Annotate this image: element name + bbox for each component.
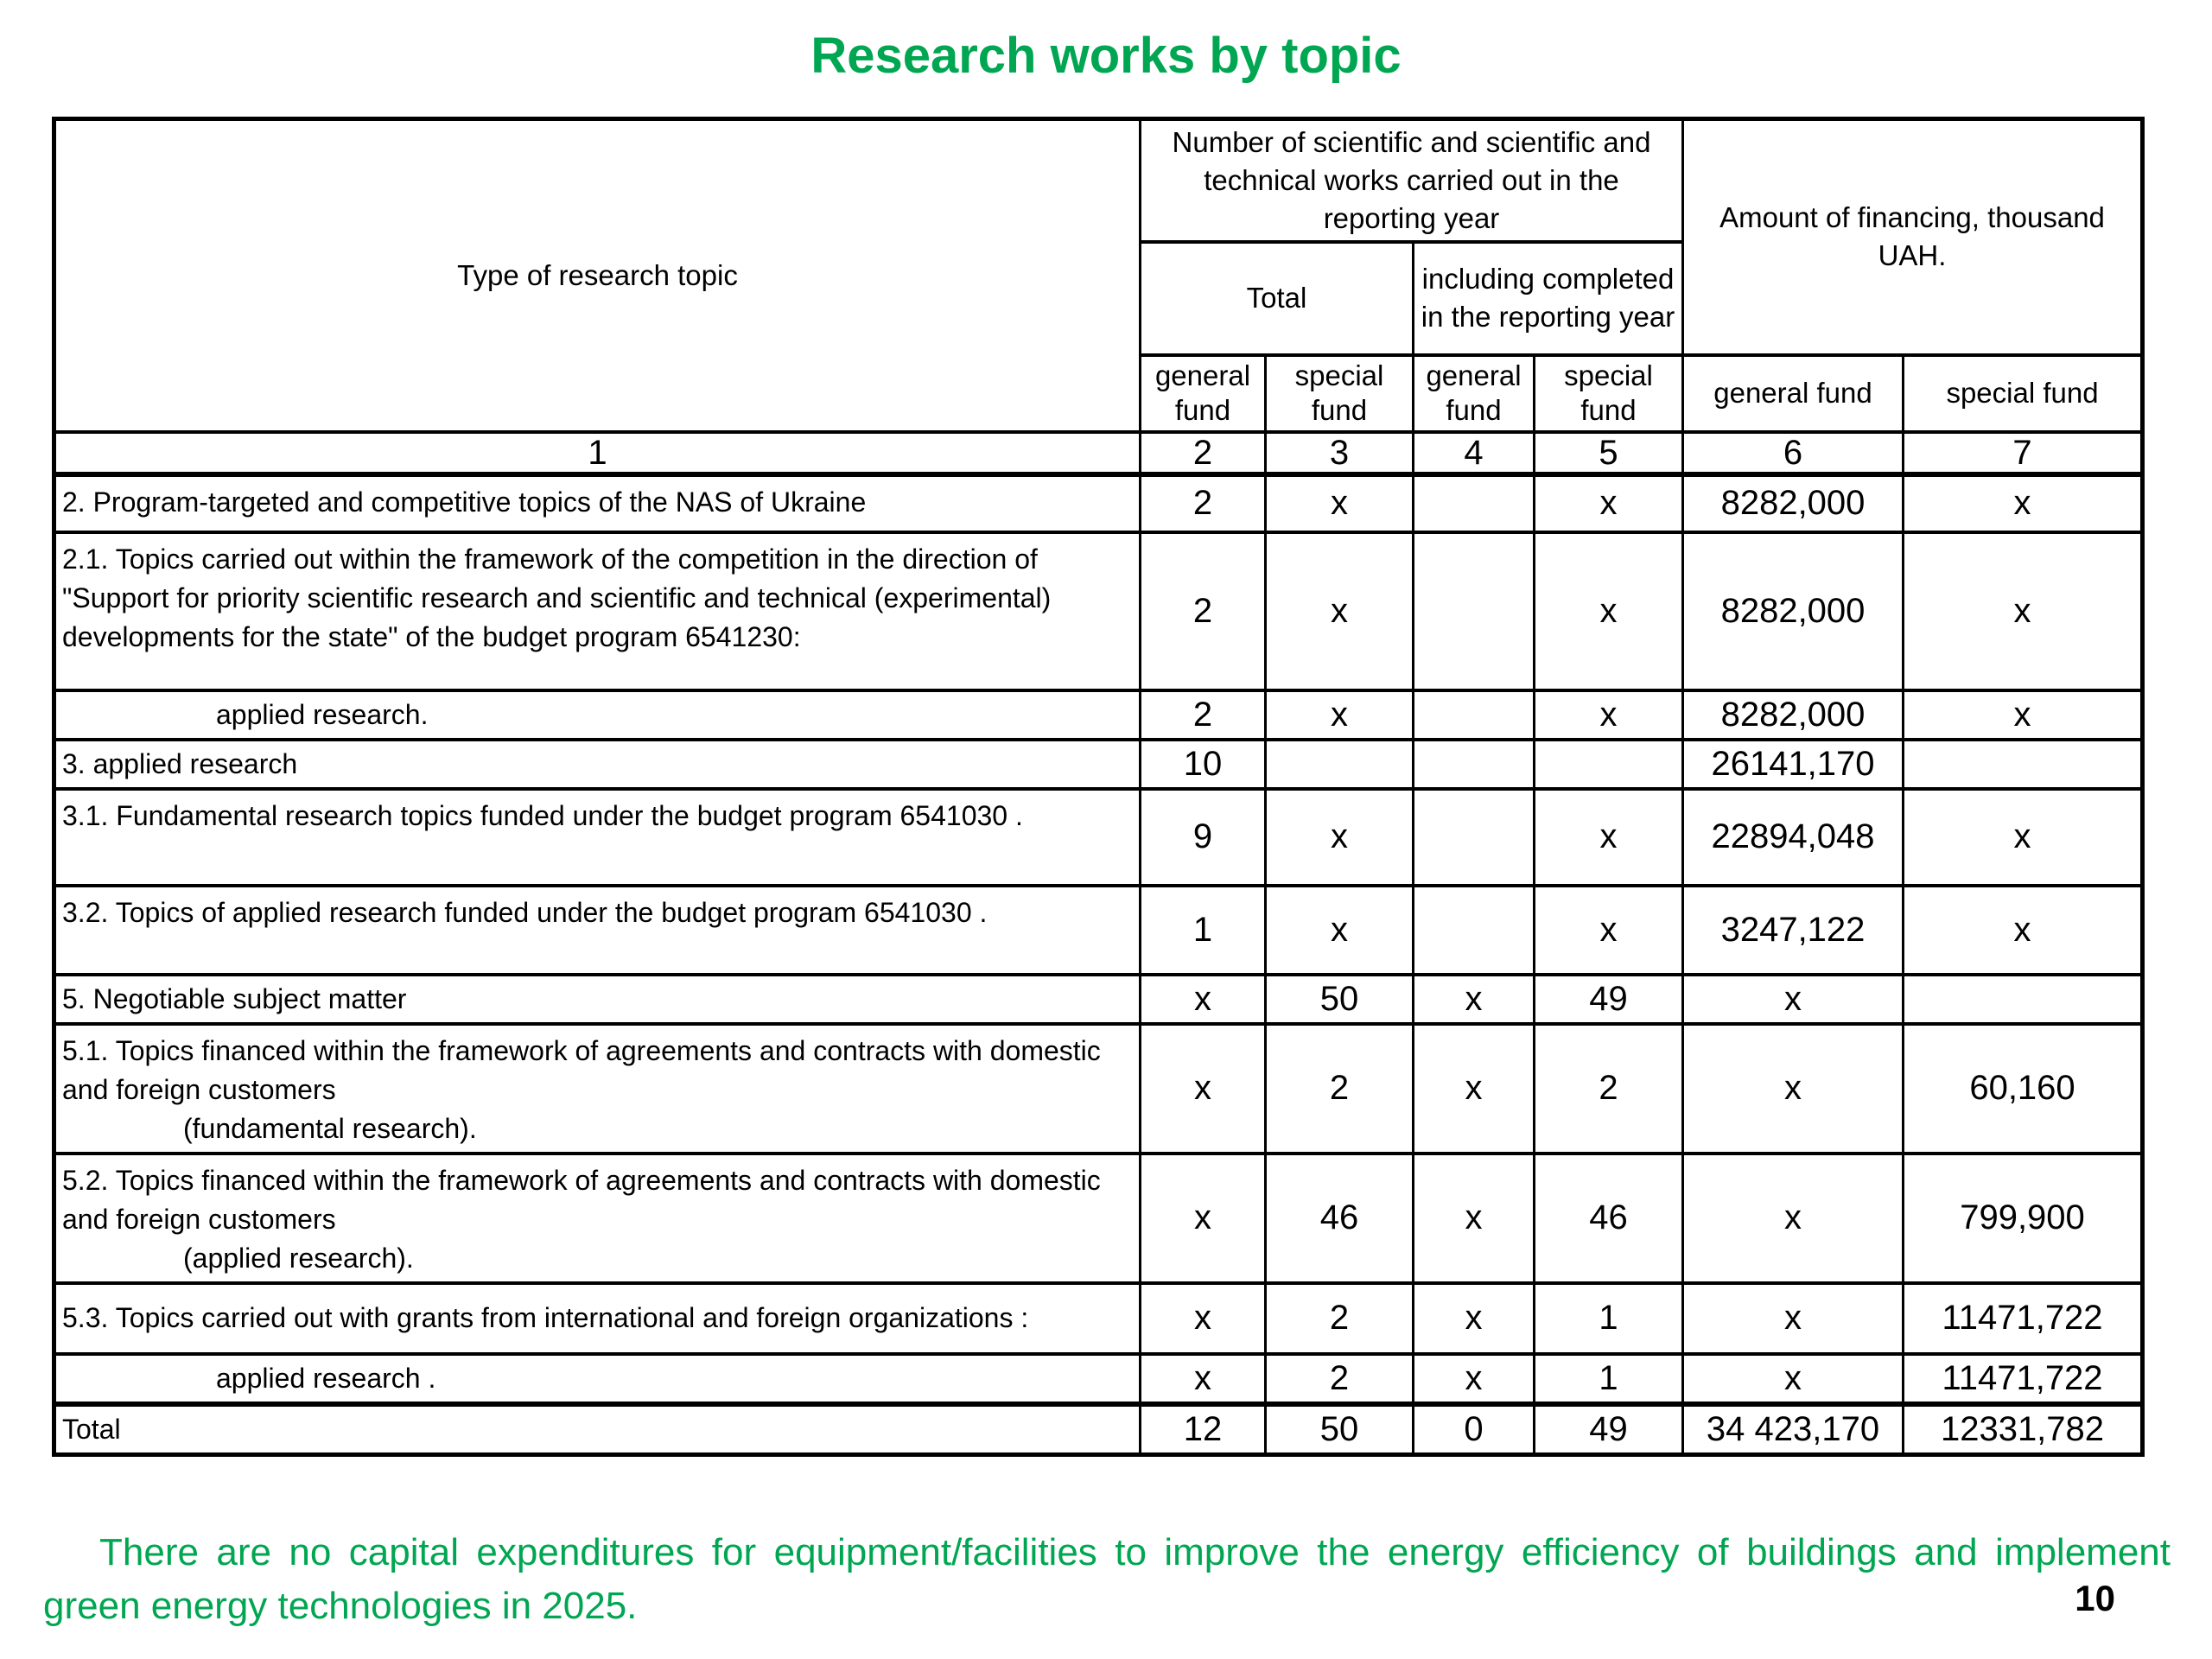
column-number: 6 (1683, 432, 1904, 474)
cell-total-special: x (1266, 474, 1414, 532)
cell-completed-special: x (1535, 532, 1683, 690)
cell-completed-special: 49 (1535, 975, 1683, 1024)
cell-financing-general: 26141,170 (1683, 740, 1904, 789)
cell-financing-special: x (1904, 532, 2143, 690)
cell-total-special: 50 (1266, 1404, 1414, 1455)
cell-total-special: 46 (1266, 1154, 1414, 1283)
table-row-2 (54, 474, 2143, 532)
cell-completed-general (1414, 886, 1535, 975)
table-row-applied-research-1 (54, 690, 2143, 740)
cell-financing-general: 3247,122 (1683, 886, 1904, 975)
row-label: 5.3. Topics carried out with grants from international and foreign organizations : (54, 1283, 1141, 1354)
table-row-5-1 (54, 1024, 2143, 1154)
header-financing-special-fund: special fund (1904, 355, 2143, 432)
cell-financing-general: x (1683, 975, 1904, 1024)
cell-financing-general: 22894,048 (1683, 789, 1904, 886)
cell-financing-general: 8282,000 (1683, 690, 1904, 740)
header-works-count-group: Number of scientific and scientific and technical works carried out in the reporting year (1141, 119, 1683, 242)
cell-completed-special: 2 (1535, 1024, 1683, 1154)
cell-completed-special: x (1535, 474, 1683, 532)
cell-financing-general: x (1683, 1283, 1904, 1354)
cell-total-special: 2 (1266, 1024, 1414, 1154)
cell-completed-special: 46 (1535, 1154, 1683, 1283)
cell-financing-special: 12331,782 (1904, 1404, 2143, 1455)
cell-completed-general: 0 (1414, 1404, 1535, 1455)
cell-completed-general (1414, 474, 1535, 532)
header-including-completed: including completed in the reporting year (1414, 242, 1683, 355)
header-financing-group: Amount of financing, thousand UAH. (1683, 119, 2143, 355)
row-label-subtext: (fundamental research). (183, 1112, 477, 1144)
cell-completed-general: x (1414, 975, 1535, 1024)
column-number: 3 (1266, 432, 1414, 474)
cell-completed-general (1414, 740, 1535, 789)
row-label: Total (54, 1404, 1141, 1455)
cell-total-special: x (1266, 690, 1414, 740)
row-label (54, 1024, 1141, 1154)
cell-financing-special (1904, 975, 2143, 1024)
column-number: 7 (1904, 432, 2143, 474)
cell-financing-special: 11471,722 (1904, 1283, 2143, 1354)
header-total: Total (1141, 242, 1414, 355)
header-financing-general-fund: general fund (1683, 355, 1904, 432)
column-number-row (54, 432, 2143, 474)
cell-financing-general: 8282,000 (1683, 532, 1904, 690)
cell-financing-special (1904, 740, 2143, 789)
header-completed-special-fund: special fund (1535, 355, 1683, 432)
cell-financing-general: 34 423,170 (1683, 1404, 1904, 1455)
cell-completed-general: x (1414, 1024, 1535, 1154)
cell-financing-special: x (1904, 789, 2143, 886)
cell-financing-special: x (1904, 886, 2143, 975)
cell-financing-special: x (1904, 690, 2143, 740)
table-row-5-3 (54, 1283, 2143, 1354)
header-completed-general-fund: general fund (1414, 355, 1535, 432)
cell-total-general: x (1141, 1024, 1266, 1154)
cell-completed-general (1414, 690, 1535, 740)
row-label: 3.1. Fundamental research topics funded under the budget program 6541030 . (54, 789, 1141, 886)
cell-total-special: x (1266, 886, 1414, 975)
cell-completed-special: x (1535, 886, 1683, 975)
cell-total-special (1266, 740, 1414, 789)
cell-financing-special: 799,900 (1904, 1154, 2143, 1283)
table-row-3 (54, 740, 2143, 789)
cell-completed-special: x (1535, 789, 1683, 886)
cell-total-general: x (1141, 1283, 1266, 1354)
row-label: 2.1. Topics carried out within the framework of the competition in the direction of "Support for priority scientific research and scientific and technical (experimental) developments for the state" of the budget program 6541230: (54, 532, 1141, 690)
cell-financing-general: x (1683, 1154, 1904, 1283)
cell-completed-general (1414, 532, 1535, 690)
row-label: 5. Negotiable subject matter (54, 975, 1141, 1024)
cell-total-special: 2 (1266, 1283, 1414, 1354)
cell-total-general: x (1141, 1354, 1266, 1404)
cell-total-general: x (1141, 1154, 1266, 1283)
page-number: 10 (2075, 1578, 2115, 1618)
column-number: 2 (1141, 432, 1266, 474)
cell-completed-special: x (1535, 690, 1683, 740)
cell-financing-special: 60,160 (1904, 1024, 2143, 1154)
header-type-of-research-topic: Type of research topic (54, 119, 1141, 432)
page-title: Research works by topic (810, 28, 1402, 84)
research-works-table (52, 117, 2145, 1457)
column-number: 4 (1414, 432, 1535, 474)
column-number: 5 (1535, 432, 1683, 474)
cell-total-general: x (1141, 975, 1266, 1024)
cell-total-general: 12 (1141, 1404, 1266, 1455)
cell-total-special: 50 (1266, 975, 1414, 1024)
cell-completed-special (1535, 740, 1683, 789)
row-label-text: 5.1. Topics financed within the framework of agreements and contracts with domestic and foreign customers (62, 1034, 1101, 1105)
cell-total-special: x (1266, 789, 1414, 886)
header-total-special-fund: special fund (1266, 355, 1414, 432)
column-number: 1 (54, 432, 1141, 474)
header-row-groups (54, 119, 2143, 242)
row-label: applied research . (54, 1354, 1141, 1404)
table-row-total (54, 1404, 2143, 1455)
cell-completed-special: 1 (1535, 1354, 1683, 1404)
row-label-subtext: (applied research). (183, 1242, 414, 1274)
table-row-5 (54, 975, 2143, 1024)
cell-completed-special: 49 (1535, 1404, 1683, 1455)
cell-total-special: 2 (1266, 1354, 1414, 1404)
cell-financing-special: 11471,722 (1904, 1354, 2143, 1404)
cell-completed-general (1414, 789, 1535, 886)
cell-financing-general: 8282,000 (1683, 474, 1904, 532)
table-row-3-2 (54, 886, 2143, 975)
row-label (54, 1154, 1141, 1283)
cell-total-general: 2 (1141, 690, 1266, 740)
table-row-applied-research-2 (54, 1354, 2143, 1404)
cell-total-general: 2 (1141, 532, 1266, 690)
cell-completed-general: x (1414, 1283, 1535, 1354)
row-label: 3. applied research (54, 740, 1141, 789)
cell-total-general: 9 (1141, 789, 1266, 886)
cell-completed-general: x (1414, 1354, 1535, 1404)
cell-financing-special: x (1904, 474, 2143, 532)
row-label: 2. Program-targeted and competitive topics of the NAS of Ukraine (54, 474, 1141, 532)
row-label-text: 5.2. Topics financed within the framework of agreements and contracts with domestic and foreign customers (62, 1164, 1101, 1235)
cell-total-general: 1 (1141, 886, 1266, 975)
header-total-general-fund: general fund (1141, 355, 1266, 432)
cell-total-general: 2 (1141, 474, 1266, 532)
table-row-5-2 (54, 1154, 2143, 1283)
table-row-2-1 (54, 532, 2143, 690)
cell-total-special: x (1266, 532, 1414, 690)
cell-completed-general: x (1414, 1154, 1535, 1283)
row-label: applied research. (54, 690, 1141, 740)
cell-total-general: 10 (1141, 740, 1266, 789)
table-row-3-1 (54, 789, 2143, 886)
cell-completed-special: 1 (1535, 1283, 1683, 1354)
note-text: There are no capital expenditures for equipment/facilities to improve the energy efficiency of buildings and implement green energy technologies in 2025. (43, 1530, 2171, 1627)
cell-financing-general: x (1683, 1354, 1904, 1404)
cell-financing-general: x (1683, 1024, 1904, 1154)
row-label: 3.2. Topics of applied research funded under the budget program 6541030 . (54, 886, 1141, 975)
